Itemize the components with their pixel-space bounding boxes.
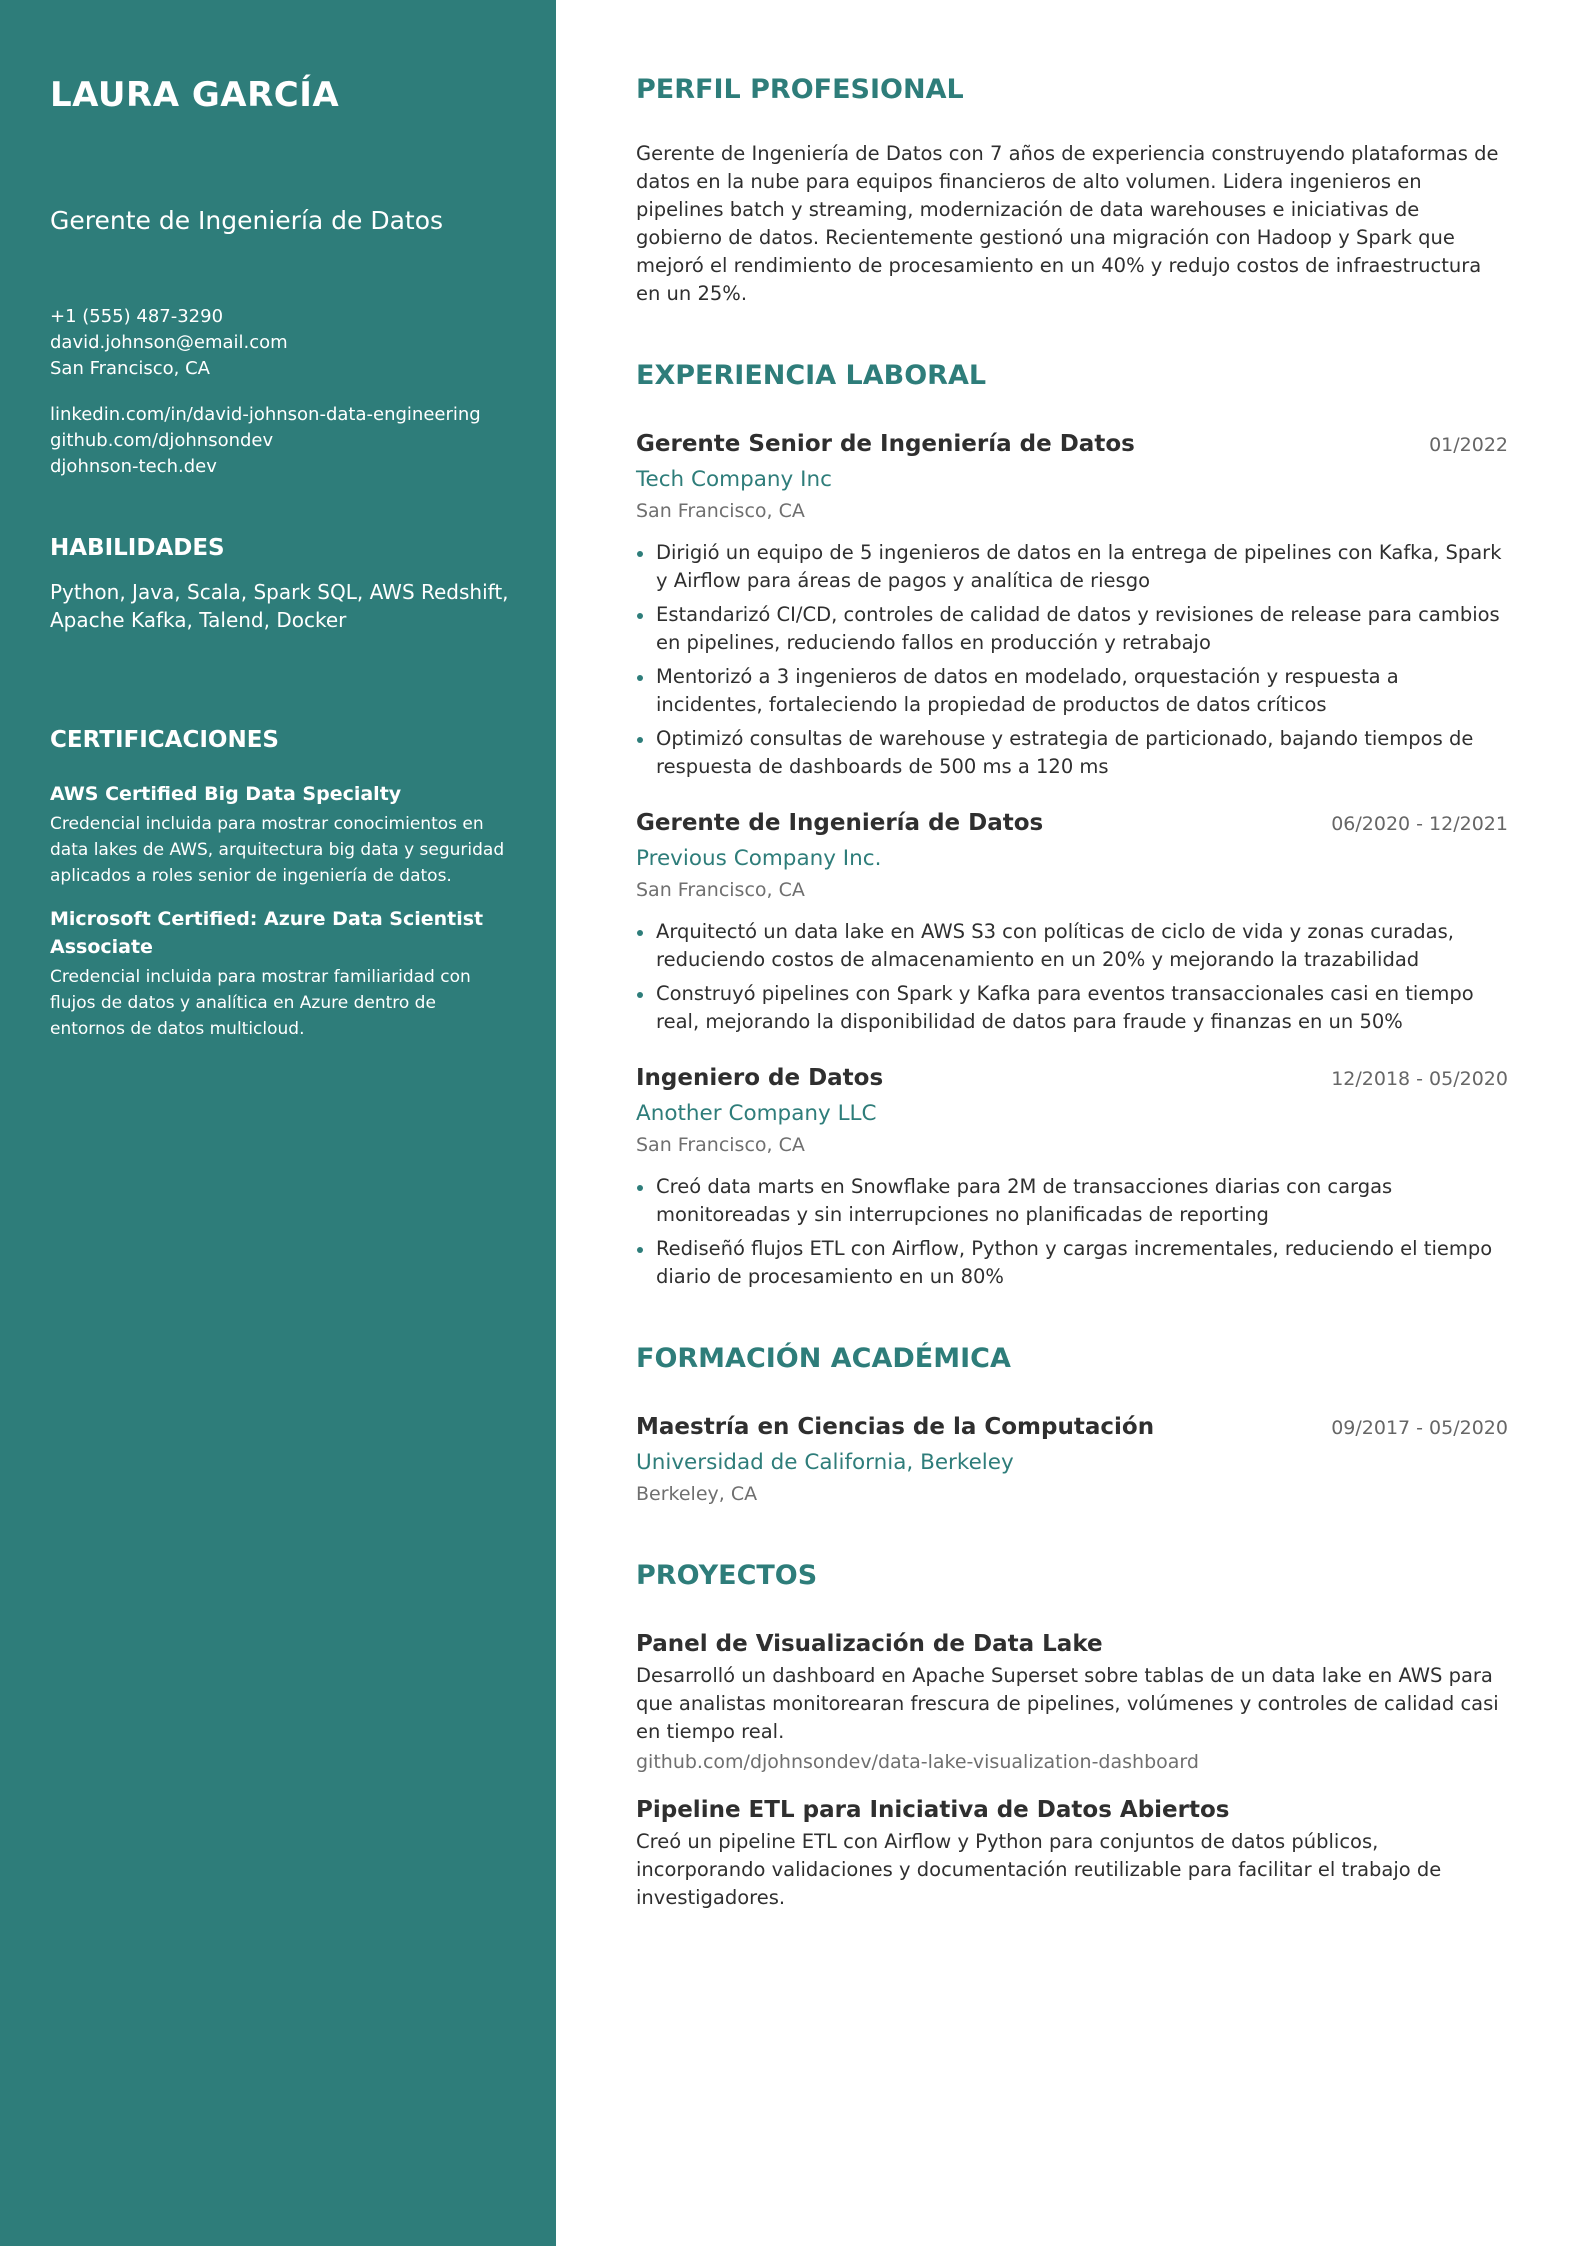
project-description: Desarrolló un dashboard en Apache Superset sobre tablas de un data lake en AWS para que analistas monitorearan frescura de pipelines, volúmenes y controles de calidad casi en tiempo real. [636,1664,1499,1743]
project-title: Panel de Visualización de Data Lake [636,1631,1103,1657]
job-date: 01/2022 [1429,434,1508,456]
job-entry [636,807,1508,1036]
job-bullet: Construyó pipelines con Spark y Kafka para eventos transaccionales casi en tiempo real, mejorando la disponibilidad de datos para fraude y finanzas en un 50% [636,980,1508,1036]
job-bullet: Mentorizó a 3 ingenieros de datos en modelado, orquestación y respuesta a incidentes, fortaleciendo la propiedad de productos de datos críticos [636,663,1508,719]
contact-info [50,304,516,382]
job-company: Previous Company Inc. [636,846,882,871]
projects-heading: PROYECTOS [636,1560,818,1591]
job-bullet: Rediseñó flujos ETL con Airflow, Python y cargas incrementales, reduciendo el tiempo diario de procesamiento en un 80% [636,1235,1508,1291]
certification-description: Credencial incluida para mostrar conocimientos en data lakes de AWS, arquitectura big data y seguridad aplicados a roles senior de ingeniería de datos. [50,814,505,886]
job-title: Gerente de Ingeniería de Datos [636,810,1044,836]
skills-list: Python, Java, Scala, Spark SQL, AWS Redshift, Apache Kafka, Talend, Docker [50,580,509,632]
job-bullet: Creó data marts en Snowflake para 2M de transacciones diarias con cargas monitoreadas y sin interrupciones no planificadas de reporting [636,1173,1508,1229]
sidebar [0,0,556,2246]
education-entry [636,1411,1508,1508]
education-date: 09/2017 - 05/2020 [1331,1417,1508,1439]
candidate-role: Gerente de Ingeniería de Datos [50,206,444,235]
education-heading: FORMACIÓN ACADÉMICA [636,1343,1011,1374]
job-bullet: Estandarizó CI/CD, controles de calidad de datos y revisiones de release para cambios en pipelines, reduciendo fallos en producción y retrabajo [636,601,1508,657]
location-text: San Francisco, CA [50,358,210,379]
job-date: 12/2018 - 05/2020 [1331,1068,1508,1090]
job-bullet: Dirigió un equipo de 5 ingenieros de datos en la entrega de pipelines con Kafka, Spark y Airflow para áreas de pagos y analítica de riesgo [636,539,1508,595]
job-entry [636,428,1508,781]
job-location: San Francisco, CA [636,500,805,522]
job-location: San Francisco, CA [636,1134,805,1156]
github-link[interactable]: github.com/djohnsondev [50,430,274,451]
job-company: Another Company LLC [636,1101,877,1126]
school-location: Berkeley, CA [636,1483,758,1505]
certification-item [50,905,516,1042]
job-bullets [636,918,1508,1036]
main-content [556,0,1588,2246]
candidate-name: LAURA GARCÍA [50,75,340,115]
job-bullet: Arquitectó un data lake en AWS S3 con políticas de ciclo de vida y zonas curadas, reduciendo costos de almacenamiento en un 20% y mejorando la trazabilidad [636,918,1508,974]
project-entry [636,1628,1508,1776]
profile-summary: Gerente de Ingeniería de Datos con 7 años de experiencia construyendo plataformas de datos en la nube para equipos financieros de alto volumen. Lidera ingenieros en pipelines batch y streaming, modernización de data warehouses e iniciativas de gobierno de datos. Recientemente gestionó una migración con Hadoop y Spark que mejoró el rendimiento de procesamiento en un 40% y redujo costos de infraestructura en un 25%. [636,142,1499,305]
certification-title: Microsoft Certified: Azure Data Scientist Associate [50,908,484,958]
job-bullets [636,1173,1508,1291]
certification-title: AWS Certified Big Data Specialty [50,783,402,805]
certifications-heading: CERTIFICACIONES [50,727,279,753]
job-bullets [636,539,1508,781]
job-title: Gerente Senior de Ingeniería de Datos [636,431,1135,457]
project-title: Pipeline ETL para Iniciativa de Datos Abiertos [636,1797,1230,1823]
certification-description: Credencial incluida para mostrar familiaridad con flujos de datos y analítica en Azure dentro de entornos de datos multicloud. [50,967,471,1039]
project-description: Creó un pipeline ETL con Airflow y Python para conjuntos de datos públicos, incorporando validaciones y documentación reutilizable para facilitar el trabajo de investigadores. [636,1830,1442,1909]
profile-links [50,402,516,480]
email-text[interactable]: david.johnson@email.com [50,332,288,353]
job-entry [636,1062,1508,1291]
skills-heading: HABILIDADES [50,535,225,561]
school-name: Universidad de California, Berkeley [636,1450,1014,1475]
certification-item [50,780,516,889]
profile-heading: PERFIL PROFESIONAL [636,74,964,105]
linkedin-link[interactable]: linkedin.com/in/david-johnson-data-engineering [50,404,481,425]
job-date: 06/2020 - 12/2021 [1331,813,1508,835]
experience-heading: EXPERIENCIA LABORAL [636,360,987,391]
website-link[interactable]: djohnson-tech.dev [50,456,217,477]
degree-title: Maestría en Ciencias de la Computación [636,1414,1155,1440]
project-entry [636,1794,1508,1912]
phone-text: +1 (555) 487-3290 [50,306,224,327]
job-company: Tech Company Inc [636,467,832,492]
project-link[interactable]: github.com/djohnsondev/data-lake-visualization-dashboard [636,1751,1199,1773]
job-title: Ingeniero de Datos [636,1065,884,1091]
job-bullet: Optimizó consultas de warehouse y estrategia de particionado, bajando tiempos de respuesta de dashboards de 500 ms a 120 ms [636,725,1508,781]
job-location: San Francisco, CA [636,879,805,901]
